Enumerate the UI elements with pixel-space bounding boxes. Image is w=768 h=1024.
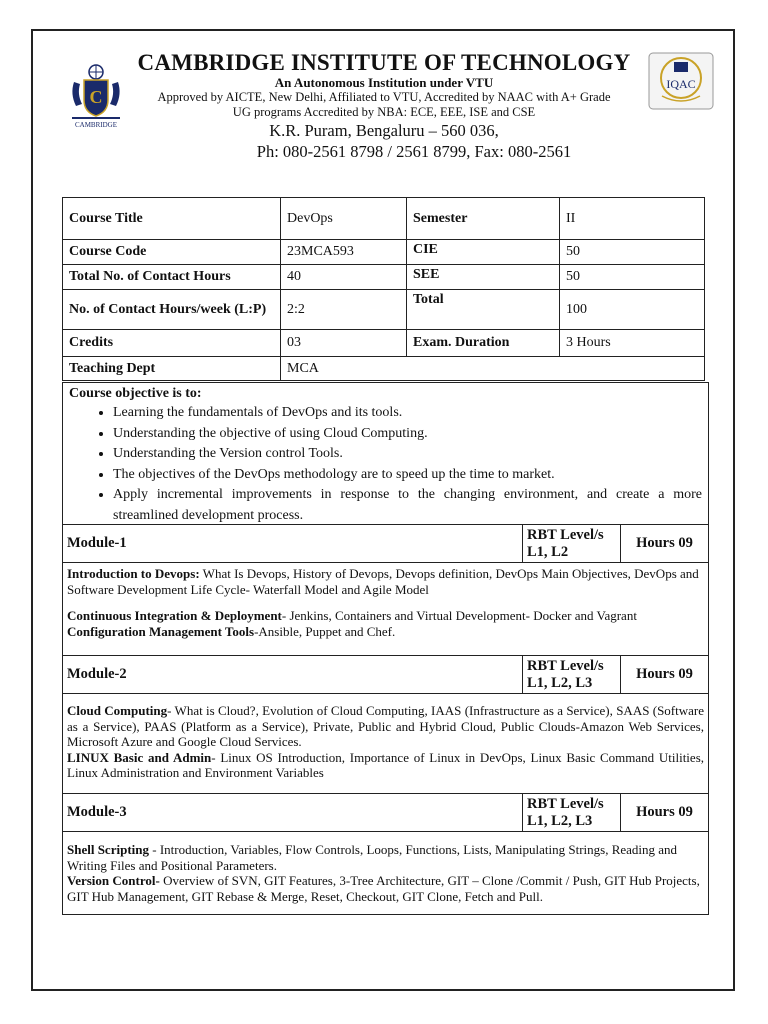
module-1-rbt — [523, 525, 621, 562]
module-3-rbt — [523, 794, 621, 831]
total-value: 100 — [560, 290, 705, 330]
module-1-content — [62, 562, 709, 656]
module-1-hours: Hours 09 — [636, 535, 693, 551]
course-title-value: DevOps — [281, 198, 407, 240]
module-1-topic-heading: Introduction to Devops: — [67, 566, 200, 581]
module-1-topic-text: -Ansible, Puppet and Chef. — [254, 623, 396, 639]
cie-label: CIE — [407, 240, 560, 265]
credits-value: 03 — [281, 330, 407, 357]
accreditation-text: UG programs Accredited by NBA: ECE, EEE, ISE and CSE — [232, 105, 536, 119]
exam-duration-label: Exam. Duration — [407, 330, 560, 357]
module-3-name: Module-3 — [63, 794, 523, 831]
module-2-header — [62, 655, 709, 694]
module-1-topic-text: What Is Devops, History of Devops, Devops definition, DevOps Main Objectives, DevOps and Software Development Life Cycle- Waterfall Model and Agile Model — [67, 566, 699, 597]
exam-duration-value: 3 Hours — [560, 330, 705, 357]
module-2-topic-text: - What is Cloud?, Evolution of Cloud Computing, IAAS (Infrastructure as a Service), SAAS (Software as a Service), PAAS (Platform as a Service), Private, Public and Hybrid Cloud, Public Clouds-Amazon Web Services, Microsoft Azure and Google Cloud Services. — [67, 703, 705, 749]
course-objectives — [62, 382, 709, 525]
module-3-topic-heading: Version Control- — [67, 873, 160, 888]
teaching-dept-value: MCA — [281, 357, 705, 381]
semester-label: Semester — [407, 198, 560, 240]
teaching-dept-label: Teaching Dept — [63, 357, 281, 381]
rbt-label: RBT Level/s — [527, 526, 604, 543]
see-value: 50 — [560, 265, 705, 290]
module-1-topic-heading: Continuous Integration & Deployment — [67, 608, 282, 623]
module-2-topic-text: - Linux OS Introduction, Importance of Linux in DevOps, Linux Basic Command Utilities, Linux Administration and Environment Variables — [67, 749, 704, 780]
module-1-header — [62, 524, 709, 563]
institution-subtitle: An Autonomous Institution under VTU — [274, 75, 494, 90]
module-2-name: Module-2 — [63, 656, 523, 693]
module-1-name: Module-1 — [63, 525, 523, 562]
course-info-table — [62, 197, 705, 381]
cie-value: 50 — [560, 240, 705, 265]
course-code-value: 23MCA593 — [281, 240, 407, 265]
module-3-topic-text: - Introduction, Variables, Flow Controls, Loops, Functions, Lists, Manipulating Strings, Reading and Writing Files and Positional Parameters. — [67, 842, 678, 873]
institution-header — [40, 46, 728, 163]
hours-week-label: No. of Contact Hours/week (L:P) — [63, 290, 281, 330]
svg-text:CAMBRIDGE: CAMBRIDGE — [74, 121, 118, 129]
module-2-hours: Hours 09 — [636, 666, 693, 682]
hours-week-value: 2:2 — [281, 290, 407, 330]
module-2-topic-heading: Cloud Computing — [67, 703, 168, 718]
module-3-content — [62, 831, 709, 915]
objective-item: • The objectives of the DevOps methodology are to speed up the time to market. — [113, 465, 702, 486]
module-3-topic-text: Overview of SVN, GIT Features, 3-Tree Architecture, GIT – Clone /Commit / Push, GIT Hub Projects, GIT Hub Management, GIT Rebase & Merge, Reset, Checkout, GIT Clone, Fetch and Pull. — [67, 873, 700, 904]
rbt-levels: L1, L2, L3 — [527, 674, 593, 691]
module-1-topic-text: - Jenkins, Containers and Virtual Development- Docker and Vagrant — [281, 608, 637, 623]
rbt-levels: L1, L2, L3 — [527, 812, 593, 829]
objective-item: • Learning the fundamentals of DevOps and its tools. — [113, 403, 702, 424]
module-3-topic-heading: Shell Scripting — [67, 842, 149, 857]
module-2-rbt — [523, 656, 621, 693]
credits-label: Credits — [63, 330, 281, 357]
see-label: SEE — [407, 265, 560, 290]
rbt-label: RBT Level/s — [527, 657, 604, 674]
approval-text: Approved by AICTE, New Delhi, Affiliated to VTU, Accredited by NAAC with A+ Grade — [157, 90, 611, 104]
semester-value: II — [560, 198, 705, 240]
module-3-hours: Hours 09 — [636, 804, 693, 820]
objective-item: • Apply incremental improvements in response to the changing environment, and create a more streamlined development process. — [113, 485, 702, 526]
contact-hours-value: 40 — [281, 265, 407, 290]
svg-text:IQAC: IQAC — [666, 77, 696, 91]
contact-hours-label: Total No. of Contact Hours — [63, 265, 281, 290]
total-label: Total — [407, 290, 560, 330]
module-1-topic-heading: Configuration Management Tools — [67, 623, 255, 639]
address-text: K.R. Puram, Bengaluru – 560 036, — [269, 121, 499, 140]
rbt-label: RBT Level/s — [527, 795, 604, 812]
rbt-levels: L1, L2 — [527, 543, 569, 560]
course-code-label: Course Code — [63, 240, 281, 265]
module-2-content — [62, 693, 709, 794]
institution-name: CAMBRIDGE INSTITUTE OF TECHNOLOGY — [137, 50, 631, 75]
svg-text:C: C — [89, 87, 103, 107]
objective-item: • Understanding the objective of using Cloud Computing. — [113, 424, 702, 445]
objectives-list — [69, 403, 702, 526]
objective-item: • Understanding the Version control Tools. — [113, 444, 702, 465]
objectives-title: Course objective is to: — [69, 386, 202, 401]
phone-text: Ph: 080-2561 8798 / 2561 8799, Fax: 080-2561 — [256, 142, 572, 161]
module-3-header — [62, 793, 709, 832]
module-2-topic-heading: LINUX Basic and Admin — [67, 749, 212, 765]
course-title-label: Course Title — [63, 198, 281, 240]
